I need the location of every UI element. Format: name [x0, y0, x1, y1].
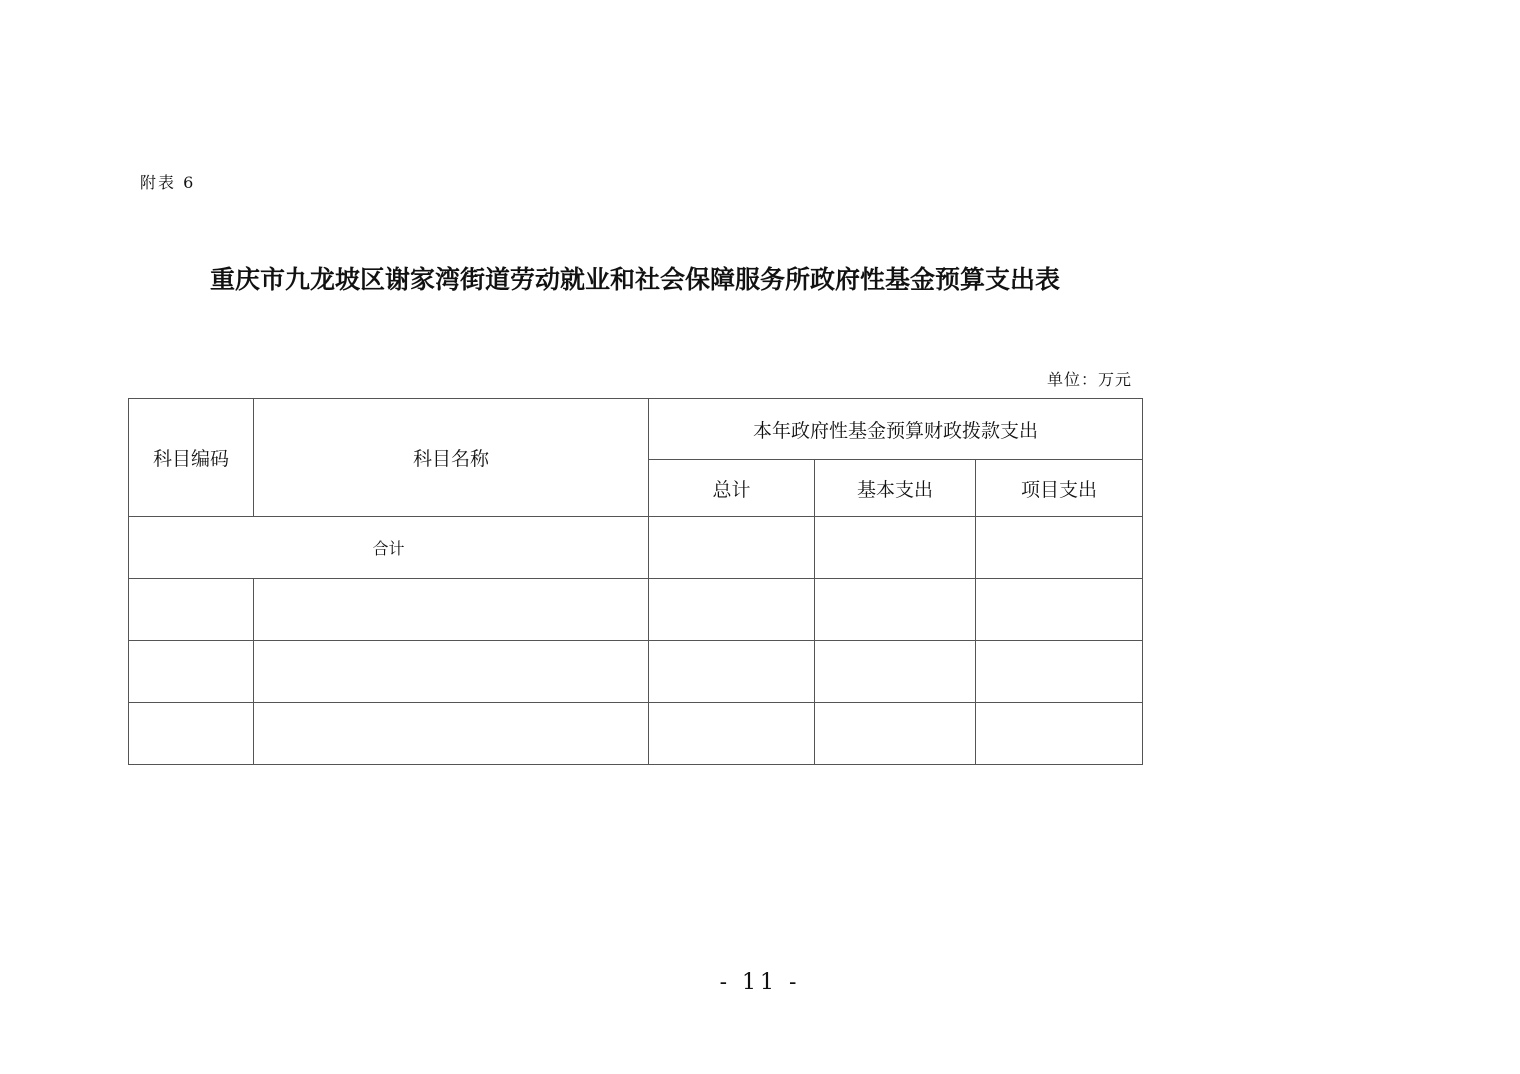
table-cell: [649, 641, 815, 703]
document-title: 重庆市九龙坡区谢家湾街道劳动就业和社会保障服务所政府性基金预算支出表: [209, 265, 1060, 294]
table-cell: [649, 579, 815, 641]
table-row: [129, 579, 1143, 641]
table-cell: [815, 641, 976, 703]
total-cell: [976, 517, 1143, 579]
table-header-row: [129, 399, 1143, 460]
table-cell: [649, 703, 815, 765]
table-cell: [976, 579, 1143, 641]
header-basic-expenditure: 基本支出: [815, 460, 976, 517]
total-cell: [815, 517, 976, 579]
table-row: [129, 703, 1143, 765]
unit-label: 单位：万元: [1046, 370, 1132, 389]
page-number: - 11 -: [719, 970, 801, 995]
total-cell: [649, 517, 815, 579]
table-cell: [129, 641, 254, 703]
table-cell: [129, 703, 254, 765]
table-cell: [254, 703, 649, 765]
header-subject-code: 科目编码: [129, 399, 254, 517]
annex-label: 附表 6: [140, 173, 196, 192]
table-total-row: [129, 517, 1143, 579]
header-project-expenditure: 项目支出: [976, 460, 1143, 517]
table-cell: [129, 579, 254, 641]
table-cell: [254, 579, 649, 641]
table-cell: [815, 579, 976, 641]
table-cell: [254, 641, 649, 703]
total-label: 合计: [129, 517, 649, 579]
header-subject-name: 科目名称: [254, 399, 649, 517]
table-cell: [976, 703, 1143, 765]
table-cell: [976, 641, 1143, 703]
table-row: [129, 641, 1143, 703]
budget-table: [128, 398, 1143, 765]
header-total: 总计: [649, 460, 815, 517]
table-cell: [815, 703, 976, 765]
header-group-expenditure: 本年政府性基金预算财政拨款支出: [649, 399, 1143, 460]
